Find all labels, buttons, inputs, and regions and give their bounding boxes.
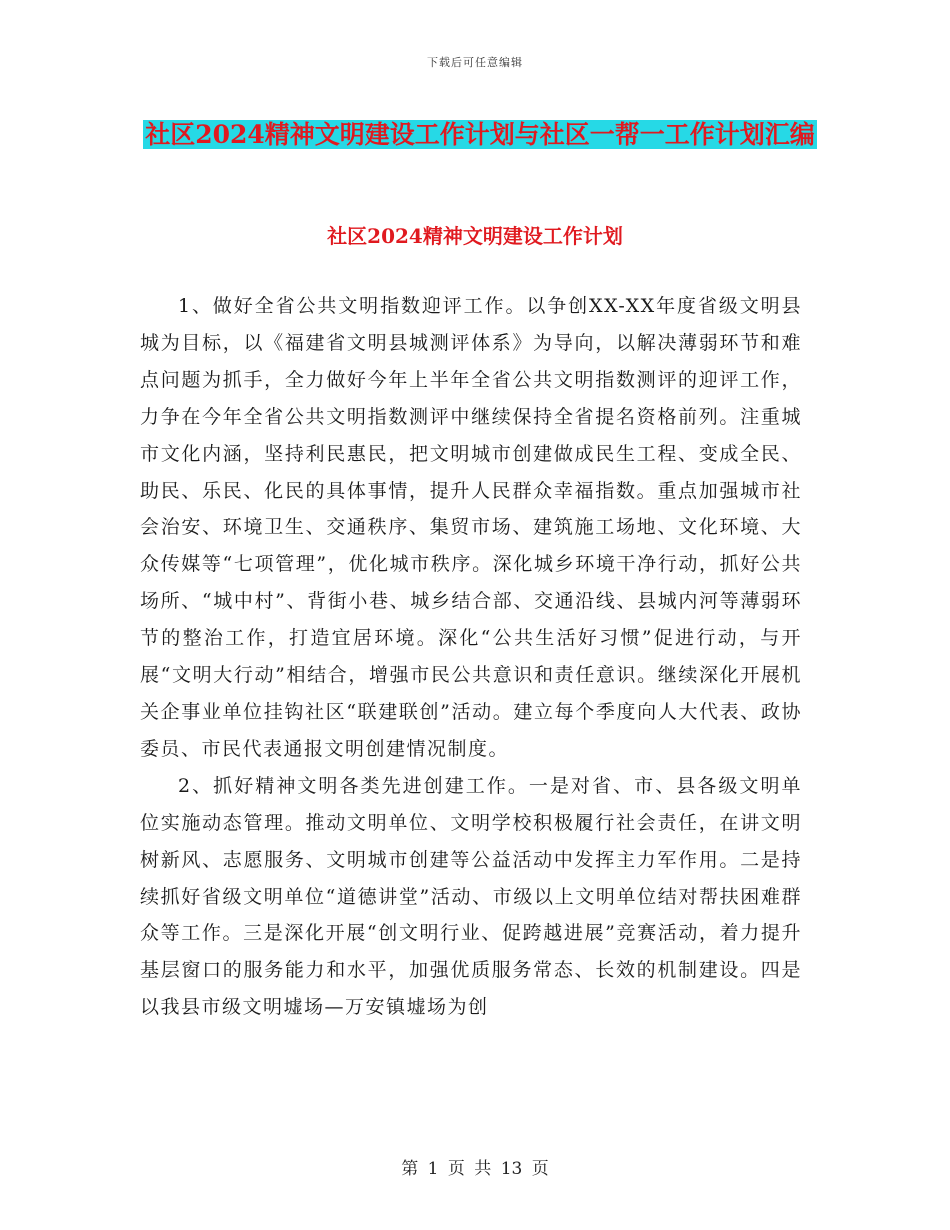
paragraph-1: 1、做好全省公共文明指数迎评工作。以争创XX-XX年度省级文明县城为目标，以《福建省文明县城测评体系》为导向，以解决薄弱环节和难点问题为抓手，全力做好今年上半年全省公共文明指数测评的迎评工作，力争在今年全省公共文明指数测评中继续保持全省提名资格前列。注重城市文化内涵，坚持利民惠民，把文明城市创建做成民生工程、变成全民、助民、乐民、化民的具体事情，提升人民群众幸福指数。重点加强城市社会治安、环境卫生、交通秩序、集贸市场、建筑施工场地、文化环境、大众传媒等“七项管理”，优化城市秩序。深化城乡环境干净行动，抓好公共场所、“城中村”、背街小巷、城乡结合部、交通沿线、县城内河等薄弱环节的整治工作，打造宜居环境。深化“公共生活好习惯”促进行动，与开展“文明大行动”相结合，增强市民公共意识和责任意识。继续深化开展机关企事业单位挂钩社区“联建联创”活动。建立每个季度向人大代表、政协委员、市民代表通报文明创建情况制度。 <box>140 295 802 760</box>
section-title: 社区2024精神文明建设工作计划 <box>327 224 623 248</box>
page-number-footer: 第 1 页 共 13 页 <box>401 1159 549 1179</box>
body-text <box>140 288 802 1026</box>
document-title <box>140 112 820 158</box>
header-note: 下载后可任意编辑 <box>427 56 523 69</box>
document-title-text: 社区2024精神文明建设工作计划与社区一帮一工作计划汇编 <box>145 120 815 149</box>
paragraph-2: 2、抓好精神文明各类先进创建工作。一是对省、市、县各级文明单位实施动态管理。推动文明单位、文明学校积极履行社会责任，在讲文明树新风、志愿服务、文明城市创建等公益活动中发挥主力军作用。二是持续抓好省级文明单位“道德讲堂”活动、市级以上文明单位结对帮扶困难群众等工作。三是深化开展“创文明行业、促跨越进展”竞赛活动，着力提升基层窗口的服务能力和水平，加强优质服务常态、长效的机制建设。四是以我县市级文明墟场—万安镇墟场为创 <box>140 774 802 1019</box>
